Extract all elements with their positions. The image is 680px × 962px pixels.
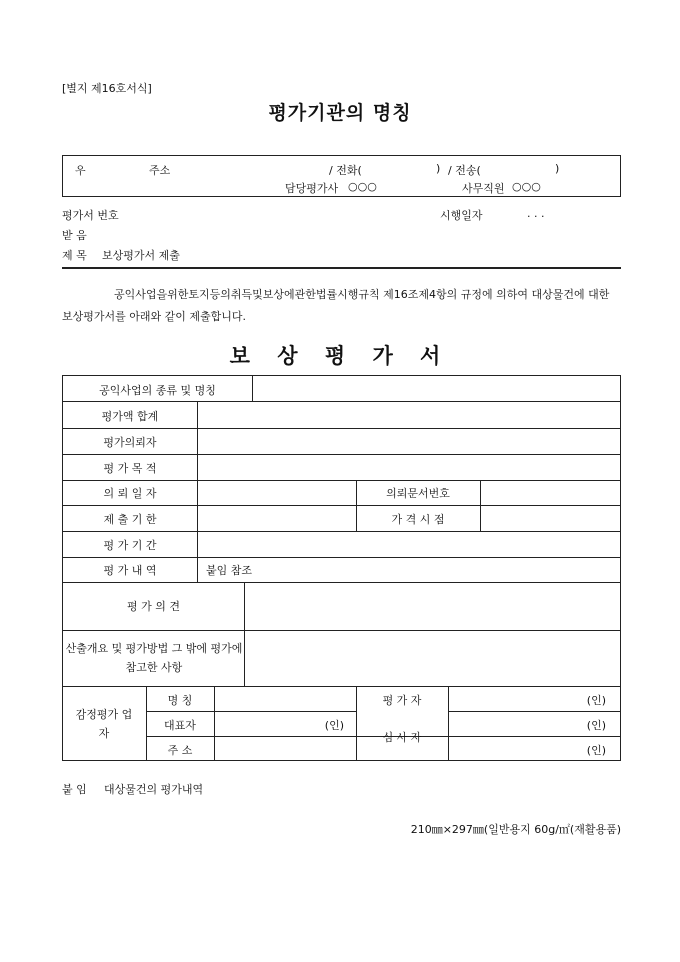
deadline-label: 제 출 기 한 (103, 513, 157, 526)
issue-date-value: . . . (527, 207, 545, 220)
doc-number-label: 평가서 번호 (62, 209, 119, 222)
appraisal-table (62, 375, 621, 761)
intro-paragraph: 공익사업을위한토지등의취득및보상에관한법률시행규칙 제16조제4항의 규정에 의하여 대상물건에 대한 보상평가서를 아래와 같이 제출합니다. (62, 288, 610, 323)
table-col-line (252, 376, 253, 401)
form-number-label: [별지 제16호서식] (62, 82, 152, 95)
table-row-line (448, 711, 620, 712)
attachment-label: 붙 임 (62, 783, 87, 796)
requester-label: 평가의뢰자 (103, 436, 157, 449)
table-row-line (63, 480, 620, 481)
purpose-label: 평 가 목 적 (103, 462, 157, 475)
contact-info-box (62, 155, 621, 197)
subject-value: 보상평가서 제출 (102, 249, 180, 262)
header-divider (62, 267, 621, 269)
table-row-line (63, 428, 620, 429)
representative-label: 대표자 (164, 719, 196, 732)
reviewer-seal-2: (인) (586, 744, 606, 757)
fax-label: / 전송( (448, 164, 481, 177)
recipient-label: 받 음 (62, 229, 87, 242)
main-title: 보 상 평 가 서 (229, 343, 451, 368)
representative-seal: (인) (324, 719, 344, 732)
subject-label: 제 목 (62, 249, 87, 262)
appraiser-label: 평 가 자 (382, 694, 422, 707)
table-col-line (480, 480, 481, 531)
clerk-label: 사무직원 (462, 182, 505, 195)
clerk-value: ○○○ (512, 180, 541, 193)
phone-label: / 전화( (329, 164, 362, 177)
details-value: 붙임 참조 (206, 564, 253, 577)
table-row-line (63, 401, 620, 402)
request-date-label: 의 뢰 일 자 (103, 487, 157, 500)
request-doc-no-label: 의뢰문서번호 (386, 487, 450, 500)
company-address-label: 주 소 (167, 744, 193, 757)
issue-date-label: 시행일자 (440, 209, 483, 222)
table-row-line (63, 505, 620, 506)
table-row-line (146, 711, 356, 712)
table-col-line (197, 401, 198, 582)
reviewer-seal-1: (인) (586, 719, 606, 732)
address-label: 주소 (149, 164, 171, 177)
company-name-label: 명 칭 (167, 694, 193, 707)
organization-title: 평가기관의 명칭 (268, 102, 412, 124)
details-label: 평 가 내 역 (103, 564, 157, 577)
company-label: 감정평가 업 자 (75, 708, 133, 740)
appraiser-value: ○○○ (348, 180, 377, 193)
table-row-line (63, 557, 620, 558)
appraiser-seal: (인) (586, 694, 606, 707)
price-date-label: 가 격 시 점 (391, 513, 445, 526)
attachment-value: 대상물건의 평가내역 (104, 783, 204, 796)
method-label: 산출개요 및 평가방법 그 밖에 평가에 참고한 사항 (65, 642, 243, 674)
fax-close: ) (555, 162, 560, 175)
table-row-line (63, 454, 620, 455)
reviewer-label: 심 사 자 (382, 731, 422, 744)
paper-spec: 210㎜×297㎜(일반용지 60g/㎡(재활용품) (410, 823, 621, 836)
total-amount-label: 평가액 합계 (101, 410, 159, 423)
period-label: 평 가 기 간 (103, 539, 157, 552)
phone-close: ) (436, 162, 441, 175)
project-type-label: 공익사업의 종류 및 명칭 (99, 384, 216, 397)
table-row-line (63, 582, 620, 583)
opinion-label: 평 가 의 견 (127, 600, 180, 613)
table-row-line (63, 531, 620, 532)
zip-label: 우 (75, 164, 86, 177)
appraiser-label: 담당평가사 (285, 182, 339, 195)
table-row-line (63, 630, 620, 631)
table-col-line (244, 582, 245, 686)
